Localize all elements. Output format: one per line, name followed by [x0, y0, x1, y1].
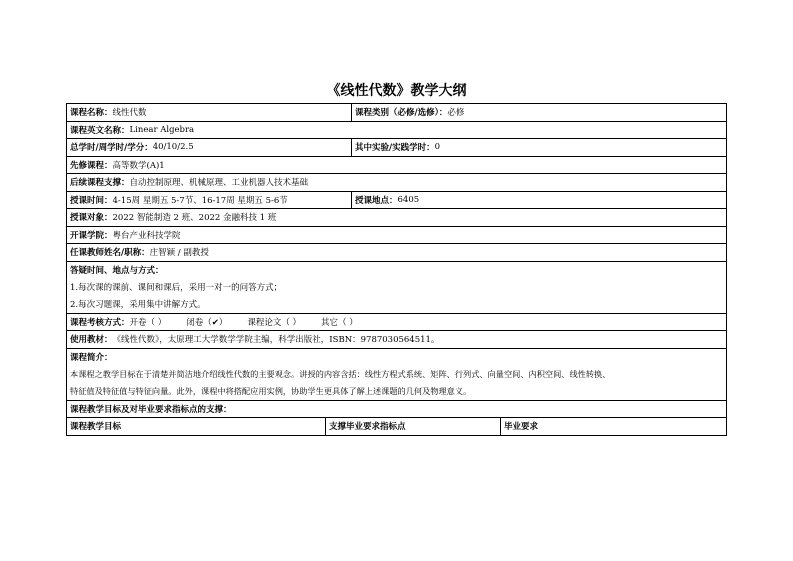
label: 课程类别（必修/选修）： — [355, 108, 448, 119]
label: 授课对象： — [70, 213, 113, 224]
row-objectives — [67, 400, 726, 418]
row-exam — [67, 313, 726, 331]
row-time — [67, 191, 726, 209]
row-teacher — [67, 243, 726, 261]
value: 2022 智能制造 2 班、2022 金融科技 1 班 — [112, 213, 277, 224]
qa-line: 2.每次习题课，采用集中讲解方式。 — [70, 300, 206, 310]
page-title: 《线性代数》教学大纲 — [326, 83, 467, 99]
row-followup — [67, 173, 726, 191]
value: 庄智颖 / 副教授 — [149, 248, 209, 259]
value: 0 — [434, 142, 441, 153]
row-objectives-header — [67, 417, 726, 435]
intro-line: 本课程之教学目标在于清楚并简洁地介绍线性代数的主要观念。讲授的内容含括：线性方程式系统、矩阵、行列式、向量空间、内积空间、线性转换、 — [70, 368, 611, 379]
exam-option-open: 开卷（ ） — [129, 317, 167, 328]
label: 答疑时间、地点与方式： — [70, 266, 164, 276]
intro-line: 特征值及特征值与特征向量。此外，课程中将搭配应用实例，协助学生更具体了解上述课题的几何及物理意义。 — [70, 385, 472, 396]
value: Linear Algebra — [129, 124, 195, 135]
row-prereq — [67, 156, 726, 174]
value: 4-15周 星期五 5-7节、16-17周 星期五 5-6节 — [112, 195, 288, 206]
row-textbook — [67, 330, 726, 348]
label: 后续课程支撑： — [70, 178, 130, 189]
label: 先修课程： — [70, 160, 113, 171]
value: 粤台产业科技学院 — [112, 230, 181, 241]
exam-option-paper: 课程论文（ ） — [247, 317, 302, 328]
row-intro — [67, 348, 726, 400]
row-hours — [67, 138, 726, 156]
label: 课程考核方式： — [70, 317, 130, 328]
label: 课程教学目标及对毕业要求指标点的支撑： — [70, 404, 232, 415]
row-english-name — [67, 121, 726, 139]
label: 课程英文名称： — [70, 125, 130, 136]
row-course-name — [67, 104, 726, 121]
header-objective: 课程教学目标 — [67, 418, 326, 435]
qa-line: 1.每次课的课前、课间和课后，采用一对一的问答方式； — [70, 283, 283, 293]
row-audience — [67, 208, 726, 226]
label: 任课教师姓名/职称： — [70, 248, 150, 259]
label: 开课学院： — [70, 230, 113, 241]
value: 《线性代数》，太原理工大学数学学院主编，科学出版社，ISBN：9787030564511。 — [112, 335, 440, 346]
value: 高等数学(A)1 — [112, 160, 165, 171]
row-college — [67, 226, 726, 244]
label: 课程简介： — [70, 353, 113, 363]
value: 必修 — [447, 108, 465, 119]
exam-option-closed: 闭卷（✔） — [186, 317, 228, 328]
header-indicator: 支撑毕业要求指标点 — [326, 418, 501, 435]
value: 6405 — [397, 194, 420, 205]
label: 其中实验/实践学时： — [355, 143, 435, 154]
syllabus-table — [66, 103, 727, 436]
label: 总学时/周学时/学分： — [70, 143, 153, 154]
label: 课程名称： — [70, 108, 113, 119]
value: 自动控制原理、机械原理、工业机器人技术基础 — [129, 178, 309, 189]
label: 使用教材： — [70, 335, 113, 346]
exam-option-other: 其它（ ） — [321, 317, 358, 328]
value: 线性代数 — [112, 108, 147, 119]
value: 40/10/2.5 — [152, 142, 194, 153]
label: 授课时间： — [70, 195, 113, 206]
header-requirement: 毕业要求 — [504, 422, 539, 433]
label: 授课地点： — [355, 195, 398, 206]
row-qa — [67, 261, 726, 313]
